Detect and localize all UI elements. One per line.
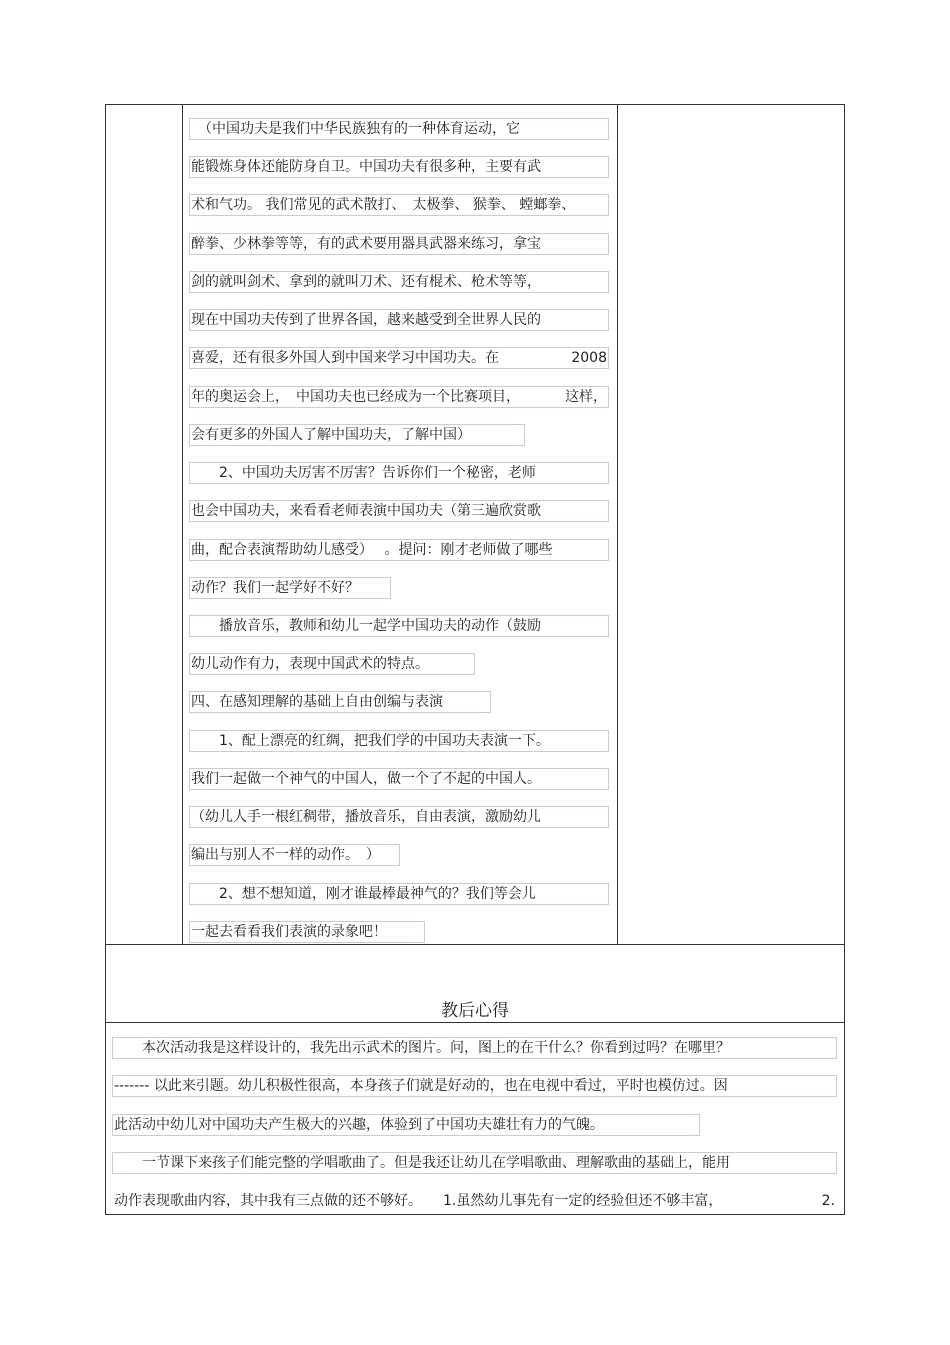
reflection-line: 一节课下来孩子们能完整的学唱歌曲了。但是我还让幼儿在学唱歌曲、理解歌曲的基础上，能用 — [112, 1152, 837, 1174]
lesson-line: 曲，配合表演帮助幼儿感受） 。提问：刚才老师做了哪些 — [189, 539, 609, 561]
lesson-line: 四、在感知理解的基础上自由创编与表演 — [189, 691, 491, 713]
lesson-line: 也会中国功夫，来看看老师表演中国功夫（第三遍欣赏歌 — [189, 500, 609, 522]
lesson-line: 能锻炼身体还能防身自卫。中国功夫有很多种，主要有武 — [189, 156, 609, 178]
reflection-line: 此活动中幼儿对中国功夫产生极大的兴趣，体验到了中国功夫雄壮有力的气魄。 — [112, 1114, 700, 1136]
lesson-line: 一起去看看我们表演的录象吧！ — [189, 921, 425, 943]
lesson-line: 术和气功。 我们常见的武术散打、 太极拳、 猴拳、 螳螂拳、 — [189, 194, 609, 216]
row-divider-bottom — [105, 1022, 845, 1023]
reflection-line: 动作表现歌曲内容，其中我有三点做的还不够好。 1.虽然幼儿事先有一定的经验但还不够丰富， 2. — [114, 1193, 835, 1209]
lesson-line-year: 2008 — [571, 350, 607, 366]
lesson-line: 剑的就叫剑术、拿到的就叫刀术、还有棍术、枪术等等， — [189, 271, 609, 293]
lesson-line: 我们一起做一个神气的中国人，做一个了不起的中国人。 — [189, 768, 609, 790]
row-divider-top — [105, 944, 845, 945]
lesson-line: 2、想不想知道，刚才谁最棒最神气的？我们等会儿 — [189, 883, 609, 905]
lesson-line: 1、配上漂亮的红绸，把我们学的中国功夫表演一下。 — [189, 730, 609, 752]
reflection-line: ------- 以此来引题。幼儿积极性很高，本身孩子们就是好动的，也在电视中看过，平时也模仿过。因 — [112, 1075, 837, 1097]
lesson-line: 幼儿动作有力，表现中国武术的特点。 — [189, 653, 475, 675]
lesson-line-tail: 这样， — [565, 389, 607, 405]
lesson-line: （中国功夫是我们中华民族独有的一种体育运动，它 — [189, 118, 609, 140]
lesson-line: 醉拳、少林拳等等，有的武术要用器具武器来练习，拿宝 — [189, 233, 609, 255]
lesson-line: 编出与别人不一样的动作。 ） — [189, 844, 400, 866]
lesson-line: 2、中国功夫厉害不厉害？告诉你们一个秘密，老师 — [189, 462, 609, 484]
lesson-line: 年的奥运会上， 中国功夫也已经成为一个比赛项目， 这样， — [189, 386, 609, 408]
column-divider-right — [617, 104, 618, 944]
column-divider-left — [182, 104, 183, 944]
section-title: 教后心得 — [441, 1001, 509, 1021]
lesson-line: 现在中国功夫传到了世界各国，越来越受到全世界人民的 — [189, 309, 609, 331]
lesson-line: 动作？我们一起学好不好？ — [189, 577, 391, 599]
lesson-line: （幼儿人手一根红稠带，播放音乐，自由表演，激励幼儿 — [189, 806, 609, 828]
reflection-line: 本次活动我是这样设计的，我先出示武术的图片。问，图上的在干什么？你看到过吗？在哪里？ — [112, 1037, 837, 1059]
lesson-line: 会有更多的外国人了解中国功夫，了解中国） — [189, 424, 525, 446]
lesson-line: 播放音乐，教师和幼儿一起学中国功夫的动作（鼓励 — [189, 615, 609, 637]
reflection-line-tail: 2. — [821, 1193, 835, 1209]
lesson-line: 喜爱，还有很多外国人到中国来学习中国功夫。在 2008 — [189, 347, 609, 369]
